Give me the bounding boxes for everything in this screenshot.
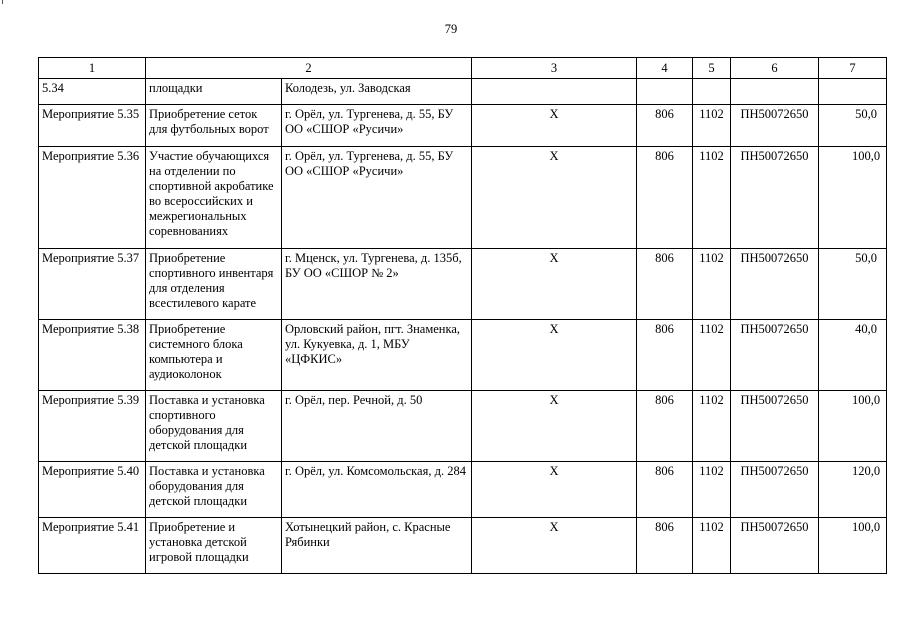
measure-address: г. Орёл, ул. Тургенева, д. 55, БУ ОО «СШОР «Русичи»: [282, 147, 472, 249]
measure-csr: ПН50072650: [731, 320, 819, 391]
measure-mark: X: [472, 320, 637, 391]
header-col-2: 2: [146, 58, 472, 79]
measure-id: Мероприятие 5.40: [39, 462, 146, 518]
table-row: [39, 518, 887, 574]
measure-mark: X: [472, 249, 637, 320]
measure-amount: 40,0: [819, 320, 887, 391]
measure-id: Мероприятие 5.36: [39, 147, 146, 249]
table-row: [39, 249, 887, 320]
measure-razdel: 1102: [693, 249, 731, 320]
table-row: [39, 462, 887, 518]
measure-kbk: 806: [637, 105, 693, 147]
budget-table: [38, 57, 887, 574]
measure-kbk: [637, 79, 693, 105]
measure-address: г. Орёл, ул. Тургенева, д. 55, БУ ОО «СШОР «Русичи»: [282, 105, 472, 147]
measure-id: Мероприятие 5.37: [39, 249, 146, 320]
measure-id: Мероприятие 5.38: [39, 320, 146, 391]
measure-csr: ПН50072650: [731, 249, 819, 320]
table-row: [39, 391, 887, 462]
measure-razdel: [693, 79, 731, 105]
measure-amount: 120,0: [819, 462, 887, 518]
table-row: [39, 105, 887, 147]
measure-name: Приобретение системного блока компьютера и аудиоколонок: [146, 320, 282, 391]
measure-amount: 100,0: [819, 391, 887, 462]
measure-csr: [731, 79, 819, 105]
measure-mark: [472, 79, 637, 105]
measure-razdel: 1102: [693, 518, 731, 574]
measure-name: Участие обучающихся на отделении по спортивной акробатике во всероссийских и межрегиональных соревнованиях: [146, 147, 282, 249]
table-row: [39, 79, 887, 105]
measure-razdel: 1102: [693, 391, 731, 462]
measure-razdel: 1102: [693, 105, 731, 147]
measure-id: Мероприятие 5.41: [39, 518, 146, 574]
measure-csr: ПН50072650: [731, 147, 819, 249]
header-col-7: 7: [819, 58, 887, 79]
measure-name: Приобретение сеток для футбольных ворот: [146, 105, 282, 147]
measure-address: Хотынецкий район, с. Красные Рябинки: [282, 518, 472, 574]
measure-kbk: 806: [637, 462, 693, 518]
measure-id: Мероприятие 5.35: [39, 105, 146, 147]
measure-razdel: 1102: [693, 147, 731, 249]
measure-kbk: 806: [637, 518, 693, 574]
measure-kbk: 806: [637, 249, 693, 320]
measure-csr: ПН50072650: [731, 462, 819, 518]
measure-mark: X: [472, 462, 637, 518]
measure-name: Приобретение и установка детской игровой площадки: [146, 518, 282, 574]
measure-kbk: 806: [637, 320, 693, 391]
table-row: [39, 320, 887, 391]
measure-amount: 50,0: [819, 249, 887, 320]
measure-amount: 50,0: [819, 105, 887, 147]
measure-address: Орловский район, пгт. Знаменка, ул. Кукуевка, д. 1, МБУ «ЦФКИС»: [282, 320, 472, 391]
measure-name: Поставка и установка оборудования для детской площадки: [146, 462, 282, 518]
measure-amount: 100,0: [819, 518, 887, 574]
measure-mark: X: [472, 518, 637, 574]
header-col-5: 5: [693, 58, 731, 79]
measure-razdel: 1102: [693, 462, 731, 518]
measure-address: г. Орёл, ул. Комсомольская, д. 284: [282, 462, 472, 518]
measure-id: Мероприятие 5.39: [39, 391, 146, 462]
header-col-4: 4: [637, 58, 693, 79]
measure-name: Поставка и установка спортивного оборудования для детской площадки: [146, 391, 282, 462]
measure-kbk: 806: [637, 147, 693, 249]
measure-razdel: 1102: [693, 320, 731, 391]
measure-mark: X: [472, 391, 637, 462]
table-row: [39, 147, 887, 249]
measure-amount: 100,0: [819, 147, 887, 249]
header-row: [39, 58, 887, 79]
measure-amount: [819, 79, 887, 105]
measure-csr: ПН50072650: [731, 391, 819, 462]
measure-name: площадки: [146, 79, 282, 105]
measure-csr: ПН50072650: [731, 518, 819, 574]
measure-address: г. Орёл, пер. Речной, д. 50: [282, 391, 472, 462]
measure-kbk: 806: [637, 391, 693, 462]
measure-mark: X: [472, 147, 637, 249]
header-col-1: 1: [39, 58, 146, 79]
measure-address: Колодезь, ул. Заводская: [282, 79, 472, 105]
header-col-3: 3: [472, 58, 637, 79]
measure-mark: X: [472, 105, 637, 147]
scan-mark: [2, 0, 3, 4]
measure-address: г. Мценск, ул. Тургенева, д. 135б, БУ ОО «СШОР № 2»: [282, 249, 472, 320]
page-number: 79: [444, 22, 458, 36]
measure-csr: ПН50072650: [731, 105, 819, 147]
header-col-6: 6: [731, 58, 819, 79]
measure-name: Приобретение спортивного инвентаря для отделения всестилевого карате: [146, 249, 282, 320]
measure-id: 5.34: [39, 79, 146, 105]
